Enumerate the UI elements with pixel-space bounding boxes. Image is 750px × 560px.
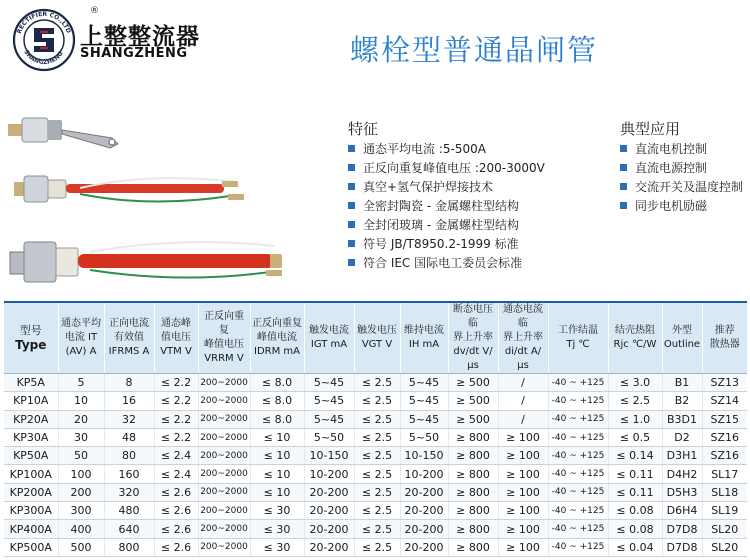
table-row (4, 502, 747, 520)
table-cell: ≤ 30 (250, 520, 304, 538)
table-cell: ≤ 2.2 (154, 410, 198, 428)
table-cell: 200~2000 (198, 465, 250, 483)
column-header (198, 302, 250, 374)
table-cell: / (498, 374, 548, 392)
table-cell: SZ14 (702, 392, 747, 410)
column-header-line: 结壳热阻 (615, 325, 655, 336)
table-row (4, 520, 747, 538)
column-header (154, 302, 198, 374)
column-header-line: 通态峰 (161, 318, 191, 329)
table-cell: 32 (104, 410, 154, 428)
applications-heading: 典型应用 (620, 120, 681, 138)
table-cell: SZ13 (702, 374, 747, 392)
table-cell: 200 (58, 483, 104, 501)
table-cell: -40 ~ +125 (548, 538, 608, 556)
table-cell: ≥ 800 (448, 502, 498, 520)
table-cell: D2 (662, 428, 702, 446)
column-header (4, 302, 58, 374)
table-cell: 200~2000 (198, 538, 250, 556)
table-cell: ≤ 2.5 (354, 483, 400, 501)
table-cell: 100 (58, 465, 104, 483)
table-cell: SZ16 (702, 428, 747, 446)
table-cell: ≤ 10 (250, 428, 304, 446)
column-header-line: (AV) A (65, 346, 97, 357)
thyristor-medium-image (14, 176, 244, 202)
table-cell: 20-200 (304, 538, 354, 556)
table-cell: ≤ 2.5 (354, 465, 400, 483)
table-row (4, 538, 747, 556)
column-header-line: 散热器 (709, 339, 740, 350)
table-cell: SL20 (702, 520, 747, 538)
feature-item: 通态平均电流 :5-500A (348, 140, 545, 159)
bullet-icon (348, 202, 355, 209)
feature-item: 正反向重复峰值电压 :200-3000V (348, 159, 545, 178)
table-cell: 320 (104, 483, 154, 501)
table-cell: 800 (104, 538, 154, 556)
table-cell: ≤ 10 (250, 483, 304, 501)
table-cell: ≥ 100 (498, 520, 548, 538)
table-cell: SL17 (702, 465, 747, 483)
table-cell: 16 (104, 392, 154, 410)
column-header-line: IFRMS A (108, 346, 150, 357)
table-cell: ≤ 0.04 (608, 538, 662, 556)
column-header (608, 302, 662, 374)
table-cell: ≥ 100 (498, 465, 548, 483)
table-cell: ≤ 2.5 (354, 538, 400, 556)
table-cell: 20-200 (304, 483, 354, 501)
column-header (58, 302, 104, 374)
table-cell: 200~2000 (198, 502, 250, 520)
table-cell: ≥ 100 (498, 428, 548, 446)
table-cell: ≤ 30 (250, 538, 304, 556)
column-header-line: Tj ℃ (566, 339, 590, 350)
table-cell: -40 ~ +125 (548, 428, 608, 446)
features-list (348, 140, 545, 273)
column-header-line: 正反向重复 (204, 311, 244, 336)
spec-table (4, 301, 747, 557)
table-cell: D5H3 (662, 483, 702, 501)
table-cell: 50 (58, 447, 104, 465)
column-header (448, 302, 498, 374)
table-cell: 160 (104, 465, 154, 483)
column-header-line: 工作结温 (558, 325, 598, 336)
table-cell: 5~50 (304, 428, 354, 446)
table-cell: KP30A (4, 428, 58, 446)
table-cell: ≥ 800 (448, 483, 498, 501)
table-cell: ≥ 500 (448, 374, 498, 392)
application-item: 同步电机励磁 (620, 197, 743, 216)
column-header-line: 正向电流 (109, 318, 149, 329)
column-header-line: Outline (663, 339, 701, 350)
table-cell: ≥ 500 (448, 392, 498, 410)
column-header-line: 维持电流 (404, 325, 444, 336)
feature-item: 真空+氢气保护焊接技术 (348, 178, 545, 197)
table-cell: KP500A (4, 538, 58, 556)
column-header-line: 峰值电流 (257, 332, 297, 343)
thyristor-large-image (10, 242, 282, 282)
column-header-line: 值电压 (161, 332, 191, 343)
table-cell: 5~45 (304, 410, 354, 428)
table-cell: 200~2000 (198, 428, 250, 446)
applications-list (620, 140, 743, 216)
table-row (4, 392, 747, 410)
table-cell: ≤ 2.5 (354, 428, 400, 446)
table-cell: 20-200 (400, 483, 448, 501)
table-cell: ≤ 0.08 (608, 520, 662, 538)
column-header-line: 有效值 (114, 332, 144, 343)
feature-item: 符合 IEC 国际电工委员会标准 (348, 254, 545, 273)
table-cell: 480 (104, 502, 154, 520)
table-cell: -40 ~ +125 (548, 410, 608, 428)
column-header (354, 302, 400, 374)
table-cell: 8 (104, 374, 154, 392)
table-cell: ≤ 2.6 (154, 538, 198, 556)
column-header (400, 302, 448, 374)
table-cell: ≤ 8.0 (250, 392, 304, 410)
table-body (4, 374, 747, 557)
application-item: 直流电机控制 (620, 140, 743, 159)
brand-name-cn: 上整整流器 (80, 24, 200, 50)
table-cell: SL20 (702, 538, 747, 556)
table-cell: 500 (58, 538, 104, 556)
table-cell: 30 (58, 428, 104, 446)
table-cell: ≤ 2.5 (354, 447, 400, 465)
page-title: 螺栓型普通晶闸管 (350, 33, 599, 67)
table-cell: -40 ~ +125 (548, 502, 608, 520)
column-header-line: VRRM V (204, 353, 244, 364)
logo-ring-top-text: RECTIFIER CO.,LTD (15, 10, 72, 35)
table-row (4, 447, 747, 465)
column-header-line: IDRM mA (254, 346, 300, 357)
column-header (498, 302, 548, 374)
table-cell: 200~2000 (198, 447, 250, 465)
column-header-line: 界上升率 (503, 332, 543, 343)
table-cell: KP10A (4, 392, 58, 410)
table-cell: 20 (58, 410, 104, 428)
table-cell: 5~50 (400, 428, 448, 446)
table-cell: KP200A (4, 483, 58, 501)
table-cell: 5~45 (304, 374, 354, 392)
column-header-line: Rjc ℃/W (613, 339, 657, 350)
table-cell: -40 ~ +125 (548, 392, 608, 410)
column-header-line: 通态平均 (61, 318, 101, 329)
table-cell: 640 (104, 520, 154, 538)
table-cell: 5~45 (400, 374, 448, 392)
table-cell: 5 (58, 374, 104, 392)
table-cell: KP5A (4, 374, 58, 392)
table-cell: -40 ~ +125 (548, 374, 608, 392)
table-cell: ≤ 8.0 (250, 374, 304, 392)
table-cell: SL18 (702, 483, 747, 501)
table-cell: SL19 (702, 502, 747, 520)
table-cell: ≥ 800 (448, 428, 498, 446)
table-cell: ≤ 0.5 (608, 428, 662, 446)
table-cell: ≥ 800 (448, 538, 498, 556)
bullet-icon (620, 145, 627, 152)
table-cell: 48 (104, 428, 154, 446)
table-cell: ≤ 10 (250, 465, 304, 483)
table-cell: D4H2 (662, 465, 702, 483)
table-cell: D7D8 (662, 520, 702, 538)
table-cell: 5~45 (304, 392, 354, 410)
bullet-icon (348, 145, 355, 152)
column-header (548, 302, 608, 374)
table-cell: ≤ 8.0 (250, 410, 304, 428)
bullet-icon (348, 221, 355, 228)
table-cell: 200~2000 (198, 392, 250, 410)
table-cell: ≤ 30 (250, 502, 304, 520)
column-header (662, 302, 702, 374)
table-cell: 5~45 (400, 410, 448, 428)
table-cell: ≤ 2.4 (154, 465, 198, 483)
column-header-line: 型号 (19, 324, 42, 337)
table-cell: ≥ 800 (448, 520, 498, 538)
column-header-line: 电流 IT (64, 332, 98, 343)
features-heading: 特征 (348, 120, 379, 138)
table-cell: 200~2000 (198, 374, 250, 392)
table-cell: ≤ 2.2 (154, 374, 198, 392)
table-cell: ≤ 0.11 (608, 483, 662, 501)
brand-name-en: SHANGZHENG (80, 46, 188, 61)
table-cell: 80 (104, 447, 154, 465)
table-cell: ≥ 100 (498, 447, 548, 465)
table-cell: / (498, 392, 548, 410)
column-header (304, 302, 354, 374)
table-cell: ≤ 1.0 (608, 410, 662, 428)
table-cell: ≥ 100 (498, 483, 548, 501)
table-header-row (4, 302, 747, 374)
column-header-line: 外型 (672, 325, 692, 336)
table-cell: B3D1 (662, 410, 702, 428)
application-item: 直流电源控制 (620, 159, 743, 178)
registered-mark: ® (90, 6, 99, 16)
column-header-line: 触发电流 (309, 325, 349, 336)
table-cell: ≤ 2.2 (154, 392, 198, 410)
table-cell: ≤ 2.5 (354, 520, 400, 538)
table-cell: -40 ~ +125 (548, 465, 608, 483)
column-header (104, 302, 154, 374)
table-cell: ≥ 500 (448, 410, 498, 428)
table-cell: ≤ 3.0 (608, 374, 662, 392)
table-cell: ≤ 2.4 (154, 447, 198, 465)
column-header-line: 正反向重复 (252, 318, 302, 329)
column-header-line: 推荐 (714, 325, 735, 336)
table-cell: ≤ 2.6 (154, 502, 198, 520)
table-cell: KP400A (4, 520, 58, 538)
bullet-icon (620, 183, 627, 190)
table-cell: -40 ~ +125 (548, 520, 608, 538)
table-cell: 5~45 (400, 392, 448, 410)
table-cell: 20-200 (400, 520, 448, 538)
column-header-line: 断态电压临 (453, 304, 493, 329)
feature-item: 全密封陶瓷 - 金属螺柱型结构 (348, 197, 545, 216)
table-cell: ≤ 2.5 (354, 410, 400, 428)
table-cell: B2 (662, 392, 702, 410)
thyristor-small-image (8, 118, 118, 148)
table-cell: ≤ 2.5 (354, 392, 400, 410)
product-images (0, 108, 330, 298)
table-cell: 20-200 (400, 502, 448, 520)
table-cell: -40 ~ +125 (548, 483, 608, 501)
column-header-line: VTM V (160, 346, 192, 357)
bullet-icon (620, 164, 627, 171)
column-header (250, 302, 304, 374)
table-cell: 20-200 (304, 520, 354, 538)
bullet-icon (348, 164, 355, 171)
company-logo (12, 8, 76, 72)
table-row (4, 465, 747, 483)
column-header-line: 触发电压 (357, 325, 397, 336)
column-header-line: IGT mA (310, 339, 348, 350)
table-cell: -40 ~ +125 (548, 447, 608, 465)
table-cell: 200~2000 (198, 520, 250, 538)
column-header-line: dv/dt V/μs (453, 346, 493, 371)
bullet-icon (348, 183, 355, 190)
table-cell: 10-150 (400, 447, 448, 465)
table-cell: KP300A (4, 502, 58, 520)
table-cell: ≥ 100 (498, 538, 548, 556)
table-cell: KP100A (4, 465, 58, 483)
table-cell: ≥ 100 (498, 502, 548, 520)
table-row (4, 483, 747, 501)
table-cell: ≤ 2.5 (608, 392, 662, 410)
table-cell: ≥ 800 (448, 465, 498, 483)
table-cell: ≤ 10 (250, 447, 304, 465)
table-cell: 200~2000 (198, 410, 250, 428)
table-cell: B1 (662, 374, 702, 392)
table-row (4, 374, 747, 392)
bullet-icon (620, 202, 627, 209)
table-cell: / (498, 410, 548, 428)
column-header-line: IH mA (408, 339, 440, 350)
table-cell: D7D8 (662, 538, 702, 556)
feature-item: 全封闭玻璃 - 金属螺柱型结构 (348, 216, 545, 235)
bullet-icon (348, 240, 355, 247)
table-cell: 10-200 (304, 465, 354, 483)
table-cell: 10-200 (400, 465, 448, 483)
table-cell: 20-200 (304, 502, 354, 520)
table-cell: ≤ 0.11 (608, 465, 662, 483)
table-cell: ≤ 0.14 (608, 447, 662, 465)
column-header-line: 峰值电压 (204, 339, 244, 350)
table-cell: ≥ 800 (448, 447, 498, 465)
table-cell: 200~2000 (198, 483, 250, 501)
column-header-line: 界上升率 (453, 332, 493, 343)
table-cell: SZ15 (702, 410, 747, 428)
column-header-line: 通态电流临 (503, 304, 543, 329)
table-row (4, 428, 747, 446)
column-header-line: VGT V (361, 339, 393, 350)
table-cell: ≤ 2.2 (154, 428, 198, 446)
column-header (702, 302, 747, 374)
table-cell: D3H1 (662, 447, 702, 465)
table-cell: KP50A (4, 447, 58, 465)
table-cell: 10 (58, 392, 104, 410)
bullet-icon (348, 259, 355, 266)
table-row (4, 410, 747, 428)
table-cell: ≤ 2.6 (154, 483, 198, 501)
application-item: 交流开关及温度控制 (620, 178, 743, 197)
table-cell: ≤ 2.5 (354, 502, 400, 520)
table-cell: 400 (58, 520, 104, 538)
table-cell: ≤ 0.08 (608, 502, 662, 520)
feature-item: 符号 JB/T8950.2-1999 标准 (348, 235, 545, 254)
table-cell: SZ16 (702, 447, 747, 465)
column-header-line: Type (15, 338, 47, 352)
logo-ring-bottom-text: SHANGZHENG (22, 48, 65, 67)
table-cell: ≤ 2.5 (354, 374, 400, 392)
table-cell: D6H4 (662, 502, 702, 520)
table-cell: KP20A (4, 410, 58, 428)
table-cell: ≤ 2.6 (154, 520, 198, 538)
table-cell: 300 (58, 502, 104, 520)
table-cell: 20-200 (400, 538, 448, 556)
column-header-line: di/dt A/μs (504, 346, 542, 371)
table-cell: 10-150 (304, 447, 354, 465)
